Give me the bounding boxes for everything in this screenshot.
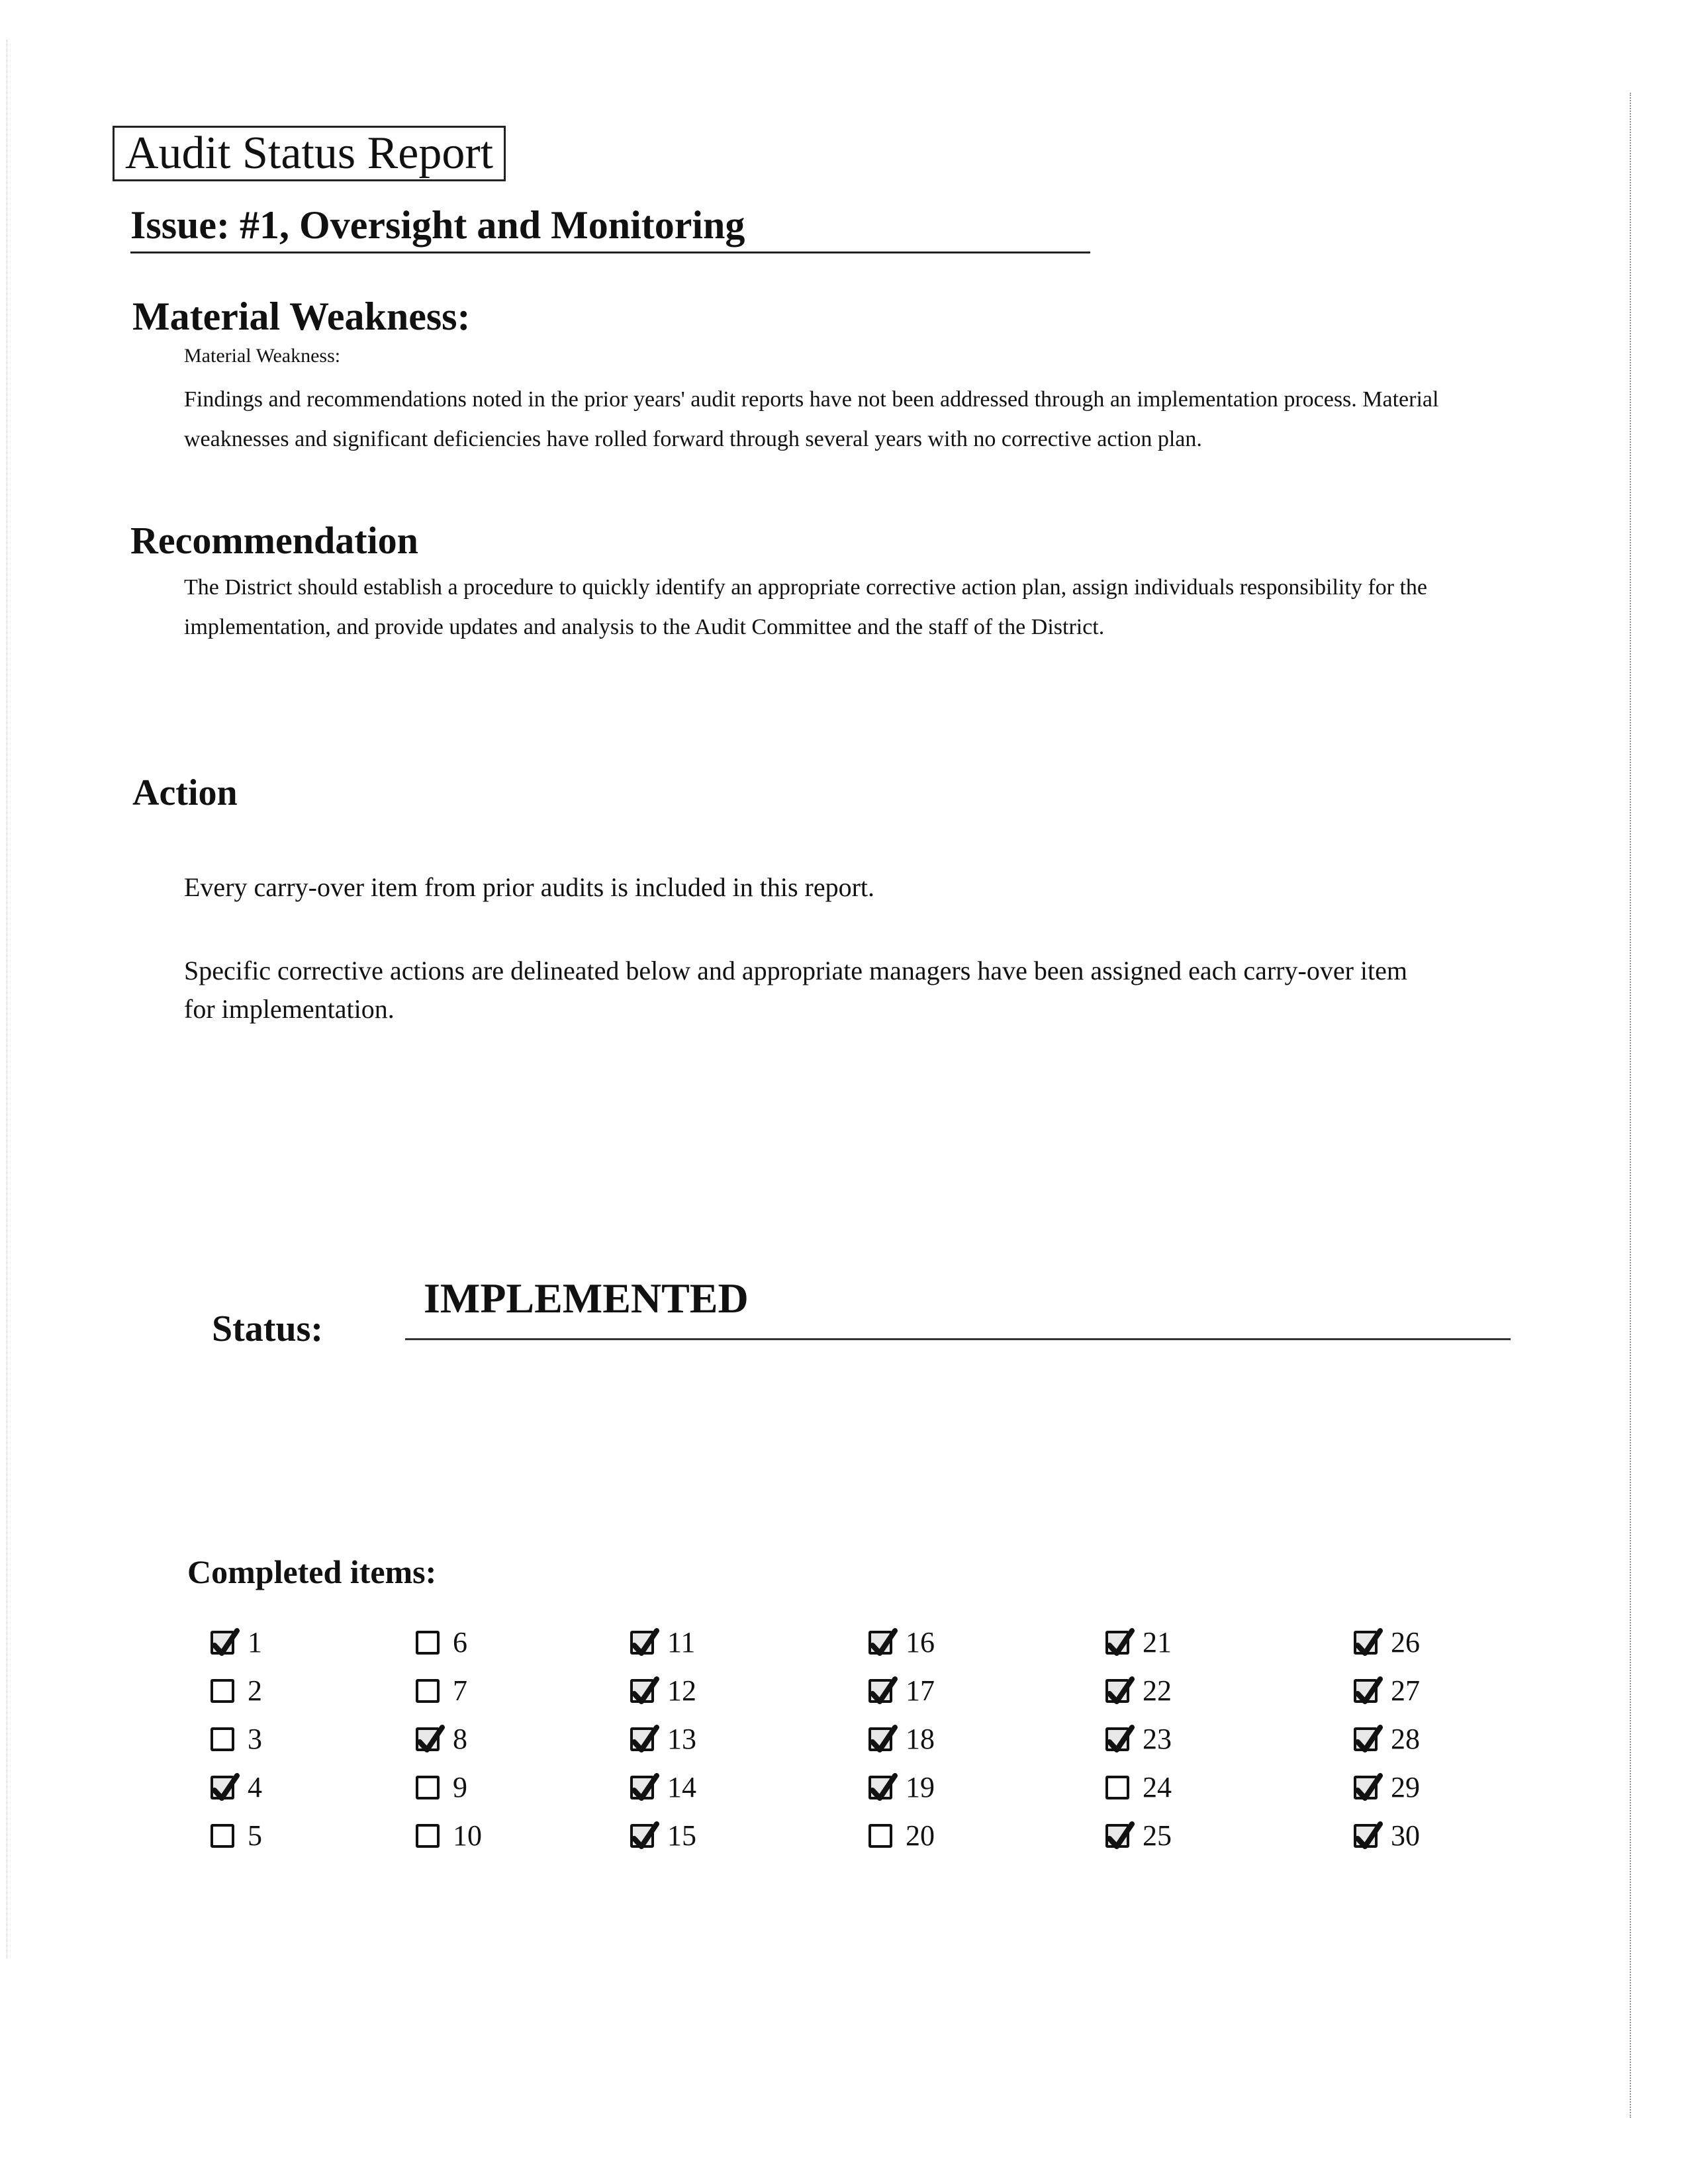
checklist-item[interactable] xyxy=(416,1768,467,1807)
checkmark-icon xyxy=(1354,1676,1383,1708)
checked-checkbox[interactable] xyxy=(1105,1631,1129,1655)
checked-checkbox[interactable] xyxy=(1105,1727,1129,1751)
checklist-item[interactable] xyxy=(630,1623,695,1662)
checkmark-icon xyxy=(1105,1821,1135,1853)
checklist-item-number: 11 xyxy=(667,1626,696,1659)
checklist-item-number: 13 xyxy=(667,1723,696,1755)
checked-checkbox[interactable] xyxy=(868,1679,892,1703)
checklist-item[interactable] xyxy=(630,1816,696,1856)
action-paragraph-1: Every carry-over item from prior audits is included in this report. xyxy=(184,872,875,902)
checklist-item[interactable] xyxy=(1105,1719,1172,1759)
checklist-item-number: 14 xyxy=(667,1771,696,1803)
checkmark-icon xyxy=(1354,1773,1383,1805)
checkmark-icon xyxy=(1105,1628,1135,1660)
checklist-item[interactable] xyxy=(416,1623,467,1662)
checked-checkbox[interactable] xyxy=(211,1776,234,1799)
checklist-item[interactable] xyxy=(868,1719,935,1759)
checkmark-icon xyxy=(868,1676,898,1708)
checklist-item[interactable] xyxy=(211,1623,262,1662)
checklist-item-number: 10 xyxy=(453,1819,482,1852)
checklist-item-number: 24 xyxy=(1143,1771,1172,1803)
checkmark-icon xyxy=(1105,1725,1135,1756)
unchecked-checkbox[interactable] xyxy=(211,1824,234,1848)
unchecked-checkbox[interactable] xyxy=(416,1631,440,1655)
checkmark-icon xyxy=(630,1725,659,1756)
checklist-item[interactable] xyxy=(868,1768,935,1807)
checklist-item-number: 19 xyxy=(906,1771,935,1803)
material-weakness-label: Material Weakness: xyxy=(184,345,341,367)
checklist-item-number: 18 xyxy=(906,1723,935,1755)
checklist-item[interactable] xyxy=(630,1671,696,1711)
checklist-item[interactable] xyxy=(416,1719,467,1759)
checked-checkbox[interactable] xyxy=(1354,1727,1378,1751)
material-weakness-heading: Material Weakness: xyxy=(132,295,471,338)
checklist-item-number: 21 xyxy=(1143,1626,1172,1659)
checklist-item[interactable] xyxy=(1354,1816,1420,1856)
checkmark-icon xyxy=(1354,1821,1383,1853)
checkmark-icon xyxy=(1105,1676,1135,1708)
checklist-item-number: 9 xyxy=(453,1771,467,1803)
checklist-item-number: 25 xyxy=(1143,1819,1172,1852)
checkmark-icon xyxy=(868,1773,898,1805)
checked-checkbox[interactable] xyxy=(630,1631,654,1655)
checklist-item-number: 5 xyxy=(248,1819,262,1852)
checklist-item-number: 8 xyxy=(453,1723,467,1755)
checked-checkbox[interactable] xyxy=(630,1679,654,1703)
checkmark-icon xyxy=(211,1773,240,1805)
checklist-item-number: 15 xyxy=(667,1819,696,1852)
checklist-item-number: 30 xyxy=(1391,1819,1420,1852)
issue-heading: Issue: #1, Oversight and Monitoring xyxy=(130,199,1090,253)
checkmark-icon xyxy=(211,1628,240,1660)
checklist-item-number: 3 xyxy=(248,1723,262,1755)
checklist-item[interactable] xyxy=(868,1816,935,1856)
checklist-item[interactable] xyxy=(1354,1671,1420,1711)
checkmark-icon xyxy=(1354,1725,1383,1756)
recommendation-text: The District should establish a procedure to quickly identify an appropriate corrective action plan, assign individuals responsibility for the implementation, and provide updates and analysis to the Audit Committee and the staff of the District. xyxy=(184,575,1428,639)
checklist-item[interactable] xyxy=(1105,1623,1172,1662)
checklist-item-number: 4 xyxy=(248,1771,262,1803)
checked-checkbox[interactable] xyxy=(1354,1631,1378,1655)
checked-checkbox[interactable] xyxy=(630,1727,654,1751)
checklist-item-number: 2 xyxy=(248,1674,262,1707)
action-heading: Action xyxy=(132,772,238,813)
checkmark-icon xyxy=(1354,1628,1383,1660)
checked-checkbox[interactable] xyxy=(868,1727,892,1751)
checkmark-icon xyxy=(630,1821,659,1853)
checked-checkbox[interactable] xyxy=(1354,1776,1378,1799)
status-label: Status: xyxy=(212,1308,324,1349)
unchecked-checkbox[interactable] xyxy=(416,1776,440,1799)
unchecked-checkbox[interactable] xyxy=(211,1727,234,1751)
checked-checkbox[interactable] xyxy=(868,1776,892,1799)
checklist-item-number: 29 xyxy=(1391,1771,1420,1803)
material-weakness-text: Findings and recommendations noted in the prior years' audit reports have not been addressed through an implementation process. Material weaknesses and significant deficiencies have rolled forward through several years with no corrective action plan. xyxy=(184,387,1439,451)
checklist-item-number: 6 xyxy=(453,1626,467,1659)
checklist-item-number: 17 xyxy=(906,1674,935,1707)
status-value: IMPLEMENTED xyxy=(424,1275,749,1322)
checked-checkbox[interactable] xyxy=(416,1727,440,1751)
checkmark-icon xyxy=(630,1628,659,1660)
checklist-item[interactable] xyxy=(211,1671,262,1711)
checklist-item-number: 28 xyxy=(1391,1723,1420,1755)
checklist-item-number: 26 xyxy=(1391,1626,1420,1659)
unchecked-checkbox[interactable] xyxy=(416,1824,440,1848)
checked-checkbox[interactable] xyxy=(868,1631,892,1655)
checklist-item[interactable] xyxy=(1354,1623,1420,1662)
checklist-item-number: 1 xyxy=(248,1626,262,1659)
checklist-item-number: 20 xyxy=(906,1819,935,1852)
checklist-item[interactable] xyxy=(868,1671,935,1711)
checked-checkbox[interactable] xyxy=(1105,1824,1129,1848)
checklist-item[interactable] xyxy=(211,1768,262,1807)
checked-checkbox[interactable] xyxy=(1354,1824,1378,1848)
checkmark-icon xyxy=(630,1676,659,1708)
checklist-item[interactable] xyxy=(1105,1671,1172,1711)
checklist-item[interactable] xyxy=(211,1719,262,1759)
checked-checkbox[interactable] xyxy=(1105,1679,1129,1703)
checkmark-icon xyxy=(868,1725,898,1756)
checkmark-icon xyxy=(630,1773,659,1805)
unchecked-checkbox[interactable] xyxy=(211,1679,234,1703)
checked-checkbox[interactable] xyxy=(1354,1679,1378,1703)
checklist-item[interactable] xyxy=(630,1768,696,1807)
checklist-item-number: 16 xyxy=(906,1626,935,1659)
checkmark-icon xyxy=(416,1725,445,1756)
checklist-item-number: 22 xyxy=(1143,1674,1172,1707)
checklist-item[interactable] xyxy=(630,1719,696,1759)
unchecked-checkbox[interactable] xyxy=(1105,1776,1129,1799)
checklist-item[interactable] xyxy=(416,1816,482,1856)
report-title: Audit Status Report xyxy=(113,126,506,181)
unchecked-checkbox[interactable] xyxy=(416,1679,440,1703)
checkmark-icon xyxy=(868,1628,898,1660)
checklist-item-number: 12 xyxy=(667,1674,696,1707)
action-paragraph-2: Specific corrective actions are delineated below and appropriate managers have been assigned each carry-over item for implementation. xyxy=(184,956,1407,1024)
checklist-item[interactable] xyxy=(1105,1816,1172,1856)
checklist-item-number: 7 xyxy=(453,1674,467,1707)
unchecked-checkbox[interactable] xyxy=(868,1824,892,1848)
checklist-item[interactable] xyxy=(868,1623,935,1662)
checklist-item[interactable] xyxy=(1354,1719,1420,1759)
checklist-item[interactable] xyxy=(1354,1768,1420,1807)
checked-checkbox[interactable] xyxy=(211,1631,234,1655)
checklist-item[interactable] xyxy=(416,1671,467,1711)
checklist-item[interactable] xyxy=(211,1816,262,1856)
checklist-item-number: 27 xyxy=(1391,1674,1420,1707)
checked-checkbox[interactable] xyxy=(630,1824,654,1848)
checked-checkbox[interactable] xyxy=(630,1776,654,1799)
checklist-item[interactable] xyxy=(1105,1768,1172,1807)
checklist-item-number: 23 xyxy=(1143,1723,1172,1755)
recommendation-heading: Recommendation xyxy=(130,519,418,562)
completed-items-label: Completed items: xyxy=(187,1553,437,1590)
